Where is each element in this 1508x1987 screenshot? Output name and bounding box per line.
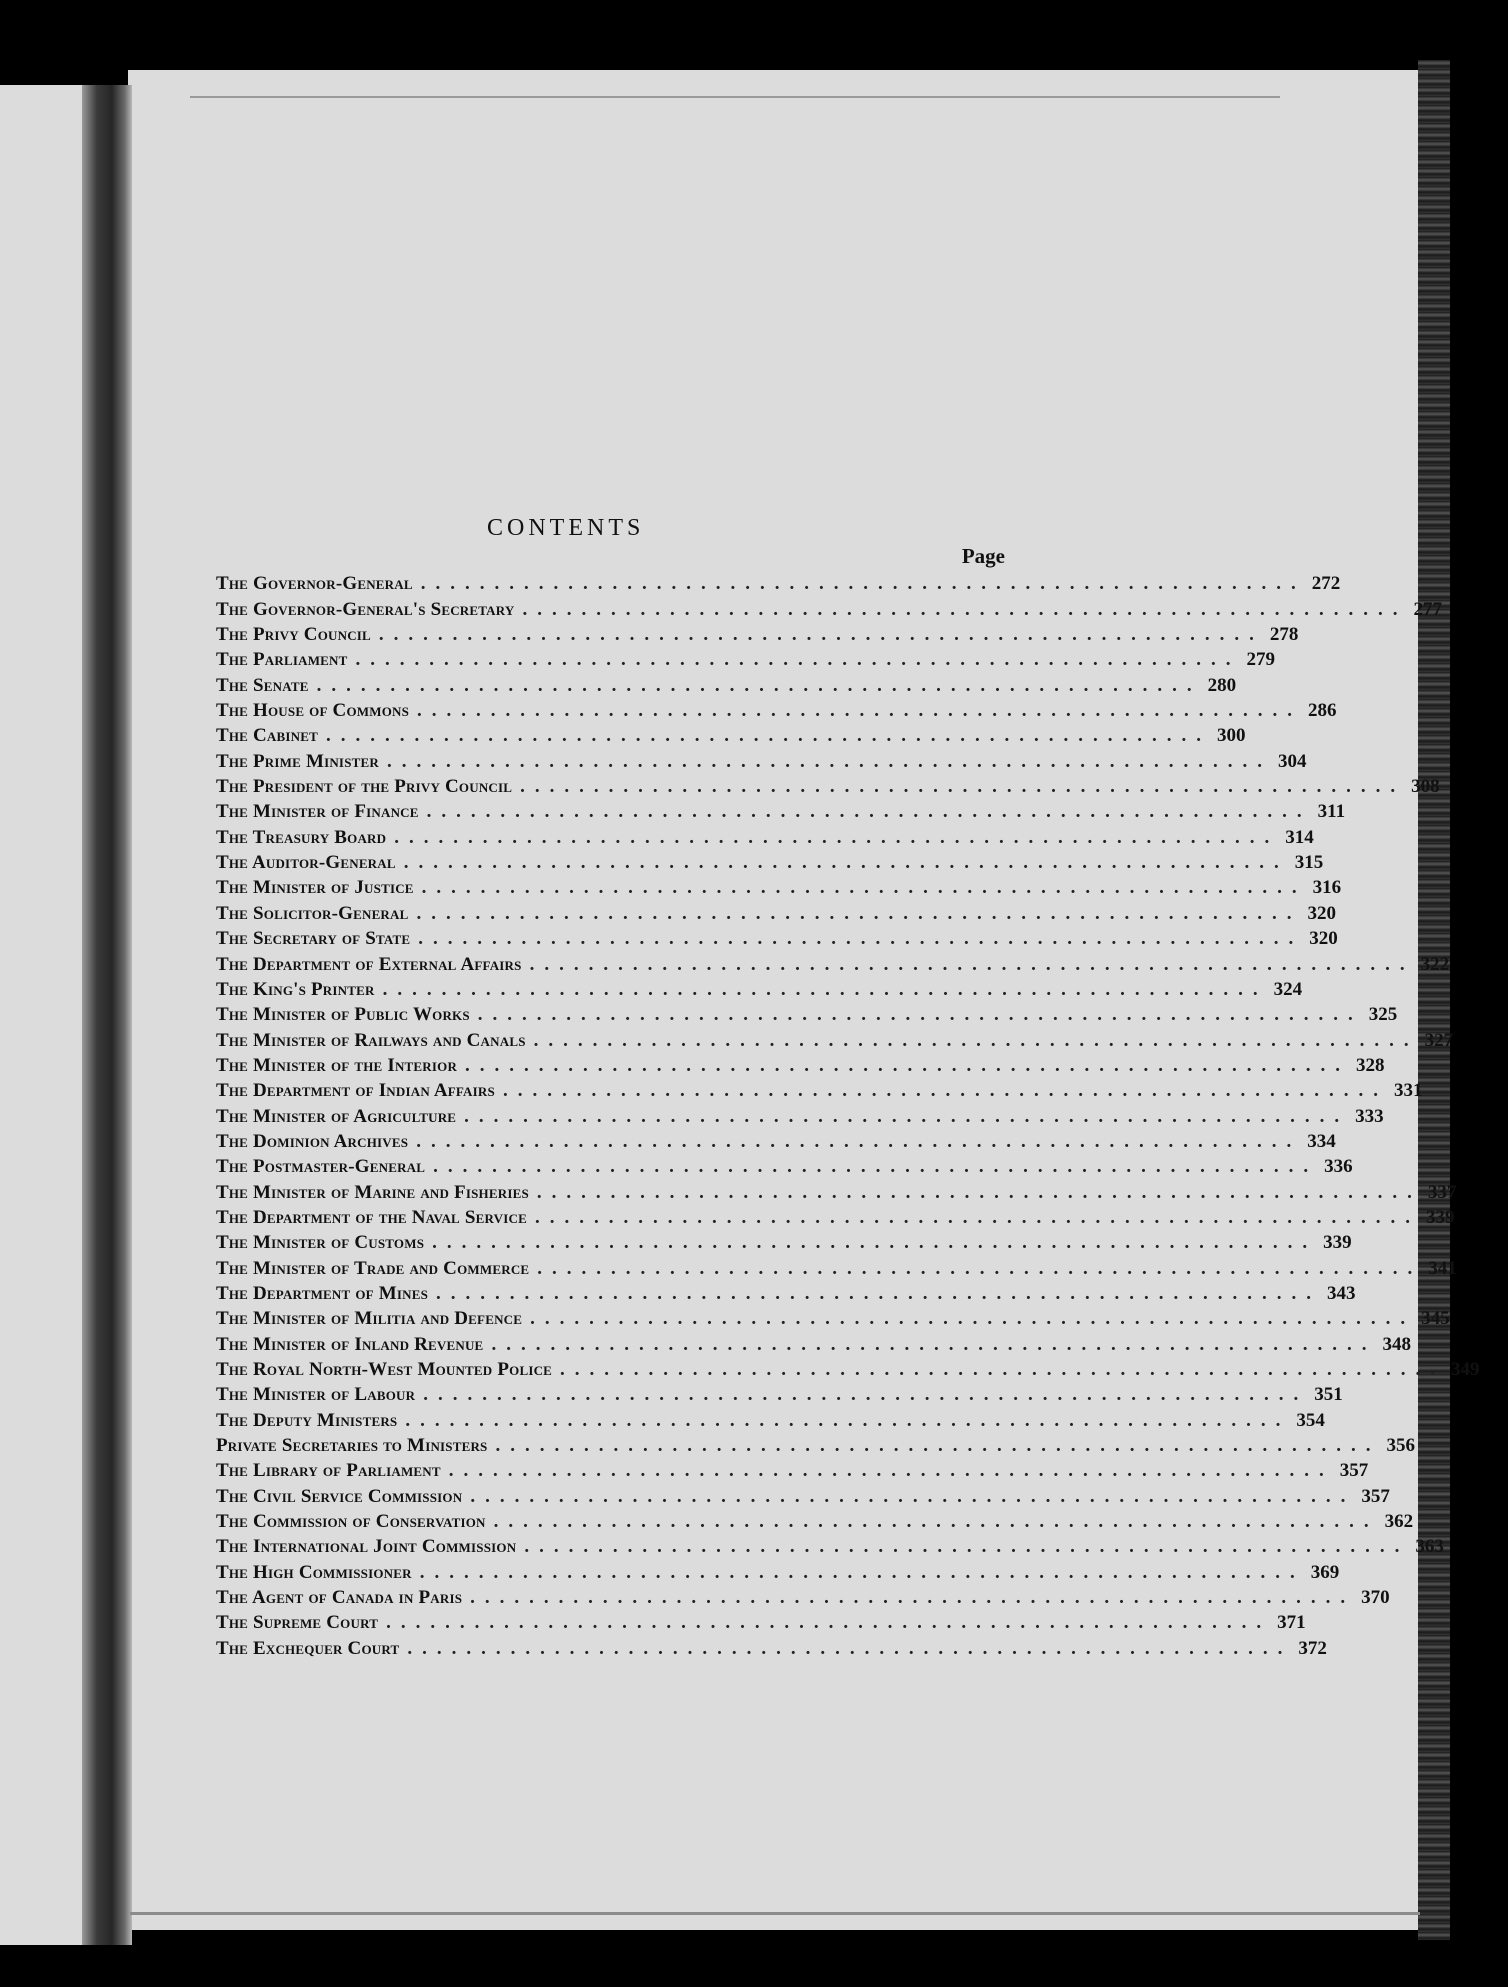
bottom-rule <box>130 1912 1420 1915</box>
toc-entry-title: The International Joint Commission <box>216 1536 517 1558</box>
toc-entry <box>216 1558 1340 1583</box>
dot-leader: ............................................................ <box>534 1206 1420 1228</box>
toc-entry-title: The Commission of Conservation <box>216 1511 486 1533</box>
toc-entry <box>216 621 1299 646</box>
dot-leader: ............................................................ <box>325 725 1211 747</box>
toc-entry-page: 354 <box>1296 1409 1325 1431</box>
toc-entry <box>216 671 1237 696</box>
toc-entry-page: 278 <box>1269 624 1299 646</box>
toc-entry-page: 320 <box>1307 902 1336 924</box>
toc-entry-page: 300 <box>1216 725 1246 747</box>
toc-entry-page: 324 <box>1273 978 1303 1000</box>
toc-entry-title: The Auditor-General <box>216 852 396 874</box>
toc-entry <box>216 595 1442 620</box>
dot-leader: ............................................................ <box>502 1080 1388 1102</box>
dot-leader: ............................................................ <box>477 1004 1363 1026</box>
toc-entry-page: 316 <box>1312 877 1342 899</box>
toc-entry-title: The Minister of Labour <box>216 1384 416 1406</box>
toc-entry <box>216 1026 1454 1051</box>
toc-entry <box>216 697 1337 722</box>
toc-entry-title: The Senate <box>216 674 309 696</box>
toc-entry-page: 357 <box>1361 1485 1390 1507</box>
toc-entry-title: The Minister of Customs <box>216 1232 425 1254</box>
dot-leader: ............................................................ <box>403 852 1289 874</box>
toc-entry-page: 272 <box>1311 573 1341 595</box>
toc-entry-page: 328 <box>1356 1054 1385 1076</box>
toc-entry-page: 304 <box>1277 750 1307 772</box>
dot-leader: ............................................................ <box>464 1105 1350 1127</box>
toc-entry-page: 327 <box>1424 1029 1454 1051</box>
toc-entry <box>216 1584 1390 1609</box>
toc-entry-page: 308 <box>1411 776 1440 798</box>
toc-entry-title: The Minister of Trade and Commerce <box>216 1257 530 1279</box>
toc-entry-page: 314 <box>1285 826 1314 848</box>
toc-entry <box>216 950 1450 975</box>
toc-entry-title: The High Commissioner <box>216 1561 412 1583</box>
toc-entry-title: The Department of the Naval Service <box>216 1206 527 1228</box>
toc-entry-title: The Minister of Agriculture <box>216 1105 457 1127</box>
toc-entry-page: 286 <box>1308 700 1337 722</box>
toc-entry <box>216 1482 1390 1507</box>
toc-entry-page: 277 <box>1413 598 1442 620</box>
toc-entry-title: The Agent of Canada in Paris <box>216 1587 463 1609</box>
toc-entry-title: The Deputy Ministers <box>216 1409 398 1431</box>
top-rule <box>190 96 1280 98</box>
toc-entry-title: The Treasury Board <box>216 826 387 848</box>
dot-leader: ............................................................ <box>426 801 1312 823</box>
toc-entry-page: 339 <box>1425 1206 1455 1228</box>
toc-entry <box>216 1634 1327 1659</box>
toc-entry-page: 336 <box>1324 1156 1353 1178</box>
toc-entry-title: The Cabinet <box>216 725 318 747</box>
left-page-edge <box>0 85 90 1945</box>
dot-leader: ............................................................ <box>491 1333 1377 1355</box>
toc-entry-page: 337 <box>1427 1181 1457 1203</box>
toc-entry <box>216 925 1338 950</box>
dot-leader: ............................................................ <box>386 1612 1272 1634</box>
toc-entry <box>216 1128 1336 1153</box>
toc-entry-page: 345 <box>1421 1308 1450 1330</box>
toc-entry <box>216 1609 1306 1634</box>
toc-entry-title: The Prime Minister <box>216 750 379 772</box>
toc-entry-title: The Privy Council <box>216 624 371 646</box>
page-fore-edge <box>1418 60 1450 1940</box>
toc-entry-page: 348 <box>1382 1333 1411 1355</box>
dot-leader: ............................................................ <box>405 1409 1291 1431</box>
toc-entry <box>216 1508 1414 1533</box>
toc-entry <box>216 747 1307 772</box>
toc-entry-title: The Postmaster-General <box>216 1156 426 1178</box>
toc-entry-page: 333 <box>1355 1105 1384 1127</box>
dot-leader: ............................................................ <box>448 1460 1334 1482</box>
dot-leader: ............................................................ <box>560 1359 1446 1380</box>
toc-entry <box>216 1305 1450 1330</box>
toc-entry-title: Private Secretaries to Ministers <box>216 1435 488 1457</box>
dot-leader: ............................................................ <box>423 1384 1309 1406</box>
toc-entry-title: The Dominion Archives <box>216 1130 409 1152</box>
toc-entry-page: 369 <box>1310 1561 1340 1583</box>
dot-leader: ............................................................ <box>419 1561 1305 1583</box>
dot-leader: ............................................................ <box>382 978 1268 1000</box>
toc-entry-title: The King's Printer <box>216 978 375 1000</box>
toc-entry-title: The Department of Mines <box>216 1282 428 1304</box>
toc-entry <box>216 1229 1352 1254</box>
toc-entry-page: 363 <box>1415 1536 1444 1558</box>
dot-leader: ............................................................ <box>418 928 1304 950</box>
toc-entry <box>216 1178 1457 1203</box>
toc-entry <box>216 874 1342 899</box>
dot-leader: ............................................................ <box>355 649 1241 671</box>
toc-entry <box>216 1533 1444 1558</box>
toc-entry <box>216 1102 1384 1127</box>
dot-leader: ............................................................ <box>433 1156 1319 1178</box>
dot-leader: ............................................................ <box>420 573 1306 595</box>
toc-entry <box>216 1330 1411 1355</box>
toc-entry-title: The Library of Parliament <box>216 1460 441 1482</box>
toc-entry-page: 356 <box>1386 1435 1415 1457</box>
toc-entry-page: 372 <box>1298 1637 1327 1659</box>
dot-leader: ............................................................ <box>470 1587 1356 1609</box>
toc-entry-page: 325 <box>1368 1004 1398 1026</box>
toc-entry <box>216 1457 1369 1482</box>
dot-leader: ............................................................ <box>495 1435 1381 1457</box>
toc-entry-title: The Department of Indian Affairs <box>216 1080 495 1102</box>
toc-entry <box>216 1432 1415 1457</box>
dot-leader: ............................................................ <box>520 776 1406 798</box>
toc-entry <box>216 899 1336 924</box>
toc-entry-title: The Minister of Militia and Defence <box>216 1308 523 1330</box>
dot-leader: ............................................................ <box>493 1511 1379 1533</box>
dot-leader: ............................................................ <box>386 750 1272 772</box>
toc-entry-page: 320 <box>1309 928 1338 950</box>
toc-entry-title: The Secretary of State <box>216 928 411 950</box>
toc-entry <box>216 722 1246 747</box>
toc-entry-title: The President of the Privy Council <box>216 776 513 798</box>
toc-entry <box>216 1356 1480 1381</box>
toc-entry-title: The Department of External Affairs <box>216 953 522 975</box>
toc-entry-title: The Minister of the Interior <box>216 1054 458 1076</box>
toc-entry-page: 343 <box>1327 1282 1356 1304</box>
toc-entry-page: 315 <box>1294 852 1324 874</box>
dot-leader: ............................................................ <box>421 877 1307 899</box>
toc-entry-title: The House of Commons <box>216 700 410 722</box>
table-of-contents <box>216 570 1480 1660</box>
dot-leader: ............................................................ <box>533 1029 1419 1051</box>
toc-entry <box>216 1254 1457 1279</box>
toc-entry-page: 311 <box>1317 801 1346 823</box>
toc-entry-title: The Minister of Finance <box>216 801 419 823</box>
dot-leader: ............................................................ <box>530 1308 1416 1330</box>
book-binding <box>82 85 132 1945</box>
toc-entry-page: 334 <box>1307 1130 1336 1152</box>
dot-leader: ............................................................ <box>432 1232 1318 1254</box>
toc-entry-page: 362 <box>1384 1511 1414 1533</box>
dot-leader: ............................................................ <box>537 1257 1423 1279</box>
toc-entry <box>216 798 1346 823</box>
dot-leader: ............................................................ <box>465 1054 1351 1076</box>
toc-entry-page: 280 <box>1207 674 1237 696</box>
dot-leader: ............................................................ <box>436 1282 1321 1304</box>
dot-leader: ............................................................ <box>416 902 1302 924</box>
contents-heading: CONTENTS <box>487 515 645 541</box>
toc-entry-page: 322 <box>1420 953 1450 975</box>
toc-entry-title: The Minister of Public Works <box>216 1004 470 1026</box>
dot-leader: ............................................................ <box>417 700 1303 722</box>
toc-entry-page: 349 <box>1451 1359 1480 1380</box>
toc-entry <box>216 1280 1356 1305</box>
toc-entry-title: The Minister of Inland Revenue <box>216 1333 484 1355</box>
dot-leader: ............................................................ <box>470 1485 1356 1507</box>
toc-entry <box>216 849 1324 874</box>
toc-entry-title: The Minister of Justice <box>216 877 414 899</box>
toc-entry-page: 331 <box>1393 1080 1423 1102</box>
toc-entry-page: 351 <box>1314 1384 1343 1406</box>
toc-entry <box>216 1381 1343 1406</box>
dot-leader: ............................................................ <box>522 598 1408 620</box>
toc-entry <box>216 570 1341 595</box>
toc-entry-title: The Exchequer Court <box>216 1637 400 1659</box>
toc-entry <box>216 1001 1398 1026</box>
page-column-label: Page <box>961 544 1005 568</box>
toc-entry-page: 341 <box>1428 1257 1457 1279</box>
toc-entry-title: The Civil Service Commission <box>216 1485 463 1507</box>
toc-entry <box>216 1406 1325 1431</box>
dot-leader: ............................................................ <box>394 826 1280 848</box>
toc-entry <box>216 976 1303 1001</box>
toc-entry-page: 279 <box>1246 649 1276 671</box>
toc-entry-page: 339 <box>1323 1232 1352 1254</box>
toc-entry-title: The Governor-General's Secretary <box>216 598 515 620</box>
dot-leader: ............................................................ <box>378 624 1264 646</box>
dot-leader: ............................................................ <box>407 1637 1293 1659</box>
toc-entry <box>216 1077 1423 1102</box>
toc-entry <box>216 1153 1353 1178</box>
toc-entry <box>216 773 1440 798</box>
toc-entry-title: The Minister of Marine and Fisheries <box>216 1181 529 1203</box>
toc-entry-title: The Solicitor-General <box>216 902 409 924</box>
toc-entry-title: The Parliament <box>216 649 348 671</box>
toc-entry-title: The Governor-General <box>216 573 413 595</box>
toc-entry <box>216 646 1276 671</box>
toc-entry-page: 371 <box>1277 1612 1306 1634</box>
toc-entry <box>216 1052 1385 1077</box>
dot-leader: ............................................................ <box>529 953 1415 975</box>
toc-entry <box>216 823 1314 848</box>
toc-entry-title: The Minister of Railways and Canals <box>216 1029 526 1051</box>
dot-leader: ............................................................ <box>416 1130 1302 1152</box>
dot-leader: ............................................................ <box>536 1181 1422 1203</box>
toc-entry-title: The Royal North-West Mounted Police <box>216 1359 553 1380</box>
toc-entry-title: The Supreme Court <box>216 1612 379 1634</box>
dot-leader: ............................................................ <box>316 674 1202 696</box>
toc-entry-page: 357 <box>1339 1460 1369 1482</box>
toc-entry-page: 370 <box>1361 1587 1390 1609</box>
toc-entry <box>216 1204 1455 1229</box>
dot-leader: ............................................................ <box>524 1536 1410 1558</box>
